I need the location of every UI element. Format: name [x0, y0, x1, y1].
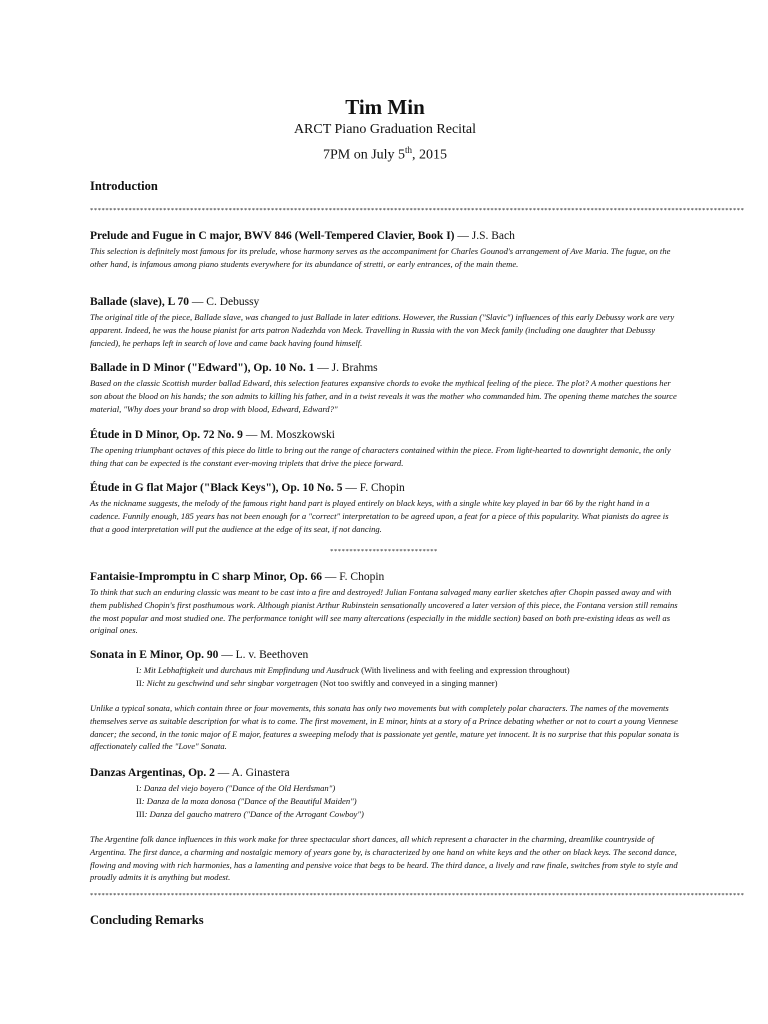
- piece-description: The Argentine folk dance influences in this work make for three spectacular short dances, all which represent a character in the charming, dreamlike countryside of Argentina. The first dance, a charming and nostalgic memory of years gone by, is characterized by one hand on white keys and the other on black keys. The second dance, flowing and moving with rich harmonies, has a lamenting and pensive voice that begs to be heard. The third dance, a lively and raw finale, switches from style to style and proudly admits it is anything but modest.: [90, 834, 678, 883]
- piece-description: The opening triumphant octaves of this piece do little to bring out the range of characters contained within the piece. From light-hearted to downright demonic, the only thing that can be expected is the constant ever-moving triplets that drive the piece forward.: [90, 445, 671, 468]
- movement-title: : Danza del gaucho matrero ("Dance of the Arrogant Cowboy"): [144, 809, 364, 819]
- piece-ginastera: [90, 766, 680, 884]
- movement-number: II: [136, 796, 142, 806]
- movement-item: [136, 664, 680, 677]
- movement-title: : Mit Lebhaftigkeit und durchaus mit Empfindung und Ausdruck: [138, 665, 362, 675]
- piece-name: Ballade in D Minor ("Edward"), Op. 10 No. 1: [90, 362, 315, 374]
- piece-name: Étude in D Minor, Op. 72 No. 9: [90, 429, 243, 441]
- piece-title: [90, 648, 680, 663]
- piece-name: Ballade (slave), L 70: [90, 296, 190, 308]
- composer: — J. Brahms: [314, 362, 378, 374]
- piece-name: Prelude and Fugue in C major, BWV 846 (Well-Tempered Clavier, Book I): [90, 230, 455, 242]
- piece-chopin-black-keys: [90, 481, 680, 535]
- piece-title: [90, 295, 680, 310]
- movement-title: : Danza del viejo boyero ("Dance of the Old Herdsman"): [138, 783, 336, 793]
- movement-number: III: [136, 809, 145, 819]
- composer: — L. v. Beethoven: [218, 649, 309, 661]
- divider-stars-intermission: ****************************: [330, 548, 438, 555]
- movement-title: : Danza de la moza donosa ("Dance of the Beautiful Maiden"): [141, 796, 357, 806]
- piece-title: [90, 428, 680, 443]
- movement-translation: (With liveliness and with feeling and expression throughout): [361, 665, 570, 675]
- movement-number: I: [136, 783, 139, 793]
- date-text: 7PM on July 5: [322, 147, 406, 163]
- concluding-heading: Concluding Remarks: [90, 913, 204, 927]
- piece-beethoven: [90, 648, 680, 753]
- divider-stars-bottom: **************************************************************************************************************************************************************************: [90, 892, 745, 899]
- piece-name: Danzas Argentinas, Op. 2: [90, 767, 215, 779]
- piece-title: [90, 481, 680, 496]
- recital-date: [90, 140, 680, 166]
- piece-description: This selection is definitely most famous for its prelude, whose harmony serves as the accompaniment for Charles Gounod's arrangement of Ave Maria. The fugue, on the other hand, is infamous among piano students everywhere for its abundance of stretti, or early entrances, of the main theme.: [90, 246, 671, 269]
- composer: — M. Moszkowski: [242, 429, 335, 441]
- date-year: , 2015: [412, 147, 448, 163]
- piece-title: [90, 361, 680, 376]
- piece-name: Sonata in E Minor, Op. 90: [90, 649, 219, 661]
- piece-bach: [90, 229, 680, 271]
- movement-list: [136, 782, 680, 821]
- program-header: [90, 94, 680, 166]
- piece-name: Étude in G flat Major ("Black Keys"), Op. 10 No. 5: [90, 482, 343, 494]
- recital-subtitle: ARCT Piano Graduation Recital: [293, 122, 477, 137]
- movement-list: [136, 664, 680, 690]
- composer: — C. Debussy: [189, 296, 260, 308]
- composer: — J.S. Bach: [454, 230, 515, 242]
- piece-title: [90, 570, 680, 585]
- piece-moszkowski: [90, 428, 680, 470]
- piece-title: [90, 229, 680, 244]
- piece-debussy: [90, 295, 680, 349]
- composer: — F. Chopin: [342, 482, 405, 494]
- piece-chopin-fantaisie: [90, 570, 680, 637]
- movement-item: [136, 808, 680, 821]
- date-suffix: th: [405, 145, 413, 155]
- movement-number: II: [136, 678, 142, 688]
- program-page: [90, 0, 745, 927]
- movement-item: [136, 782, 680, 795]
- piece-description: As the nickname suggests, the melody of the famous right hand part is played entirely on black keys, with a single white key played in bar 66 by the right hand in a cadence. Funnily enough, 185 years has not been enough for a "correct" interpretation to be agreed upon, a feat for a piece of this popularity. What pianists do agree is that a good interpretation will put the audience at the edge of its seat, if not dancing.: [90, 498, 669, 534]
- piece-description: The original title of the piece, Ballade slave, was changed to just Ballade in later editions. However, the Russian ("Slavic") influences of this early Debussy work are very apparent. Indeed, he was the house pianist for arts patron Nadezhda von Meck. Travelling in Russia with the von Meck family (including one daughter that Debussy fancied), he perhaps left in search of love and came back having found himself.: [90, 312, 675, 348]
- piece-name: Fantaisie-Impromptu in C sharp Minor, Op. 66: [90, 571, 322, 583]
- piece-description: Based on the classic Scottish murder ballad Edward, this selection features expansive chords to evoke the mythical feeling of the piece. The plot? A mother questions her son about the blood on his hands; the son admits to killing his father, and in a twist reveals it was the mother who commanded him. The opening theme matches the source material, "Why does your brand so drop with blood, Edward, Edward?": [90, 378, 677, 414]
- performer-name: Tim Min: [345, 95, 425, 119]
- composer: — A. Ginastera: [214, 767, 290, 779]
- piece-brahms: [90, 361, 680, 415]
- composer: — F. Chopin: [321, 571, 385, 583]
- piece-description: To think that such an enduring classic was meant to be cast into a fire and destroyed! Julian Fontana salvaged many earlier sketches after Chopin passed away and with them published Chopin's first posthumous work. Although pianist Arthur Rubinstein sensationally uncovered a later version of this piece, the Fontana version still remains the most popular and most studied one. The performance tonight will see many altercations (especially in the middle section) based on both pre-existing ideas as well as original ones.: [90, 587, 678, 636]
- movement-title: : Nicht zu geschwind und sehr singbar vorgetragen: [141, 678, 320, 688]
- piece-title: [90, 766, 680, 781]
- movement-item: [136, 795, 680, 808]
- movement-translation: (Not too swiftly and conveyed in a singing manner): [319, 678, 498, 688]
- movement-item: [136, 677, 680, 690]
- introduction-heading: Introduction: [90, 179, 158, 193]
- divider-stars-top: **************************************************************************************************************************************************************************: [90, 207, 745, 214]
- piece-description: Unlike a typical sonata, which contain three or four movements, this sonata has only two movements but with completely polar characters. The names of the movements themselves serve as suitable description for what is to come. The first movement, in E minor, hints at a story of a Prince debating whether or not to court a young Viennese dancer; the second, in the tonic major of E major, features a sweeping melody that is passionate yet gentle, mature yet innocent. It is no surprise that this popular sonata is affectionately called the "Love" Sonata.: [90, 703, 679, 752]
- movement-number: I: [136, 665, 139, 675]
